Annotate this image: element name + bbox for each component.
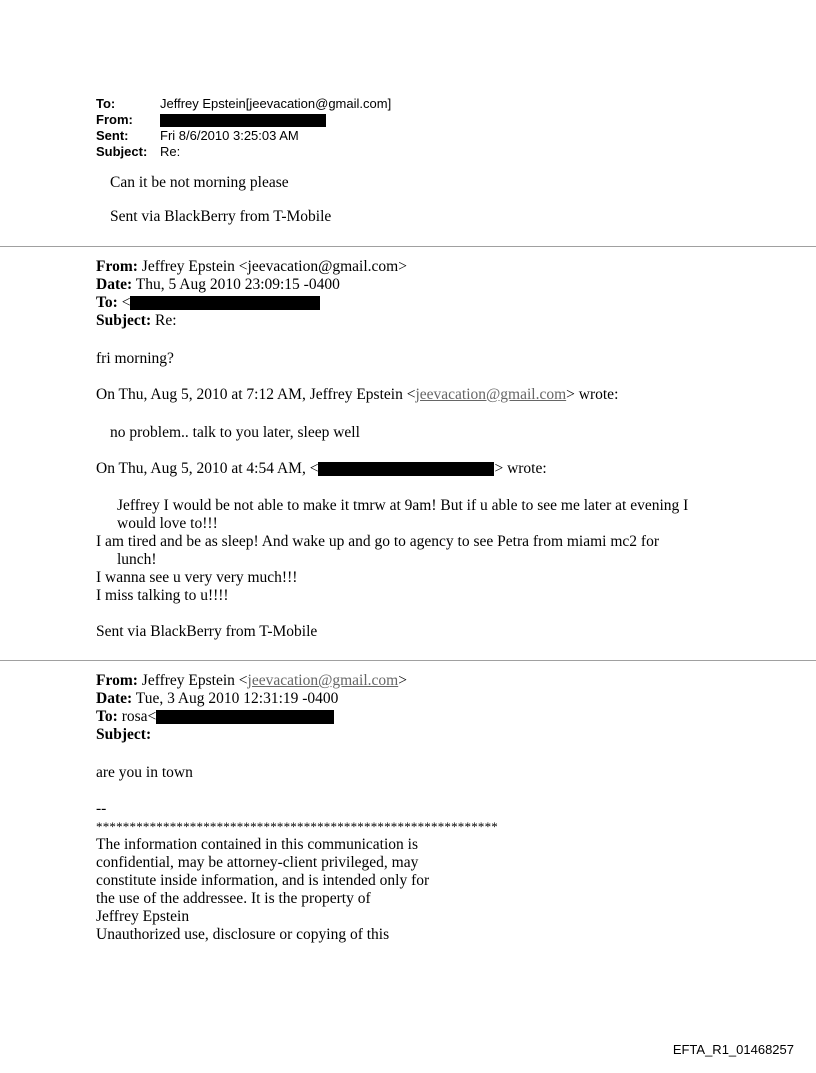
header-from-row	[96, 112, 391, 128]
msg2-from-row	[96, 258, 407, 276]
divider	[0, 660, 816, 661]
msg3-header	[96, 672, 407, 744]
msg3-from-label: From:	[96, 672, 138, 689]
msg2-to-row	[96, 294, 407, 312]
disclaimer-line: constitute inside information, and is intended only for	[96, 872, 430, 889]
header-to-value: Jeffrey Epstein[jeevacation@gmail.com]	[160, 96, 392, 111]
redaction-bar	[130, 296, 320, 310]
msg3-subject-row	[96, 726, 407, 744]
msg2-date-label: Date:	[96, 276, 133, 293]
divider	[0, 246, 816, 247]
header-subject-value: Re:	[160, 144, 181, 159]
msg2-quote1-header	[96, 386, 618, 404]
quote2-prefix: On Thu, Aug 5, 2010 at 4:54 AM, <	[96, 460, 319, 477]
redaction-bar	[160, 114, 326, 127]
quote2-line: I wanna see u very very much!!!	[96, 569, 298, 586]
header-to-row	[96, 96, 391, 112]
quote2-line: I miss talking to u!!!!	[96, 587, 229, 604]
msg2-body: fri morning?	[96, 350, 174, 367]
msg3-from-prefix: Jeffrey Epstein <	[141, 672, 248, 689]
msg2-date-row	[96, 276, 407, 294]
msg2-subject-label: Subject:	[96, 312, 152, 329]
msg2-from-label: From:	[96, 258, 138, 275]
msg3-from-suffix: >	[398, 672, 407, 689]
disclaimer-line: confidential, may be attorney-client privileged, may	[96, 854, 419, 871]
header-sent-value: Fri 8/6/2010 3:25:03 AM	[160, 128, 299, 143]
disclaimer-line: the use of the addressee. It is the property of	[96, 890, 371, 907]
msg2-subject-value: Re:	[154, 312, 177, 329]
msg3-from-email-link[interactable]: jeevacation@gmail.com	[247, 672, 399, 689]
quote2-suffix: > wrote:	[494, 460, 547, 477]
msg2-from-value: Jeffrey Epstein <jeevacation@gmail.com>	[141, 258, 407, 275]
top-email-header	[96, 96, 391, 160]
document-id: EFTA_R1_01468257	[672, 1042, 794, 1057]
msg3-to-label: To:	[96, 708, 118, 725]
msg3-to-value: rosa<	[121, 708, 157, 725]
quote2-line: would love to!!!	[117, 515, 218, 532]
disclaimer-line: Unauthorized use, disclosure or copying of this	[96, 926, 390, 943]
msg2-quote2-header	[96, 460, 547, 478]
redaction-bar	[318, 462, 494, 476]
msg2-date-value: Thu, 5 Aug 2010 23:09:15 -0400	[135, 276, 340, 293]
quote2-line: lunch!	[117, 551, 157, 568]
msg3-to-row	[96, 708, 407, 726]
redaction-bar	[156, 710, 334, 724]
msg2-header	[96, 258, 407, 330]
header-from-label: From:	[96, 112, 133, 127]
disclaimer-line: The information contained in this communication is	[96, 836, 418, 853]
msg3-date-value: Tue, 3 Aug 2010 12:31:19 -0400	[135, 690, 339, 707]
header-subject-label: Subject:	[96, 144, 148, 159]
sig-dash: --	[96, 800, 107, 817]
msg3-disclaimer	[96, 800, 498, 944]
msg2-quote1-body: no problem.. talk to you later, sleep well	[110, 424, 360, 441]
header-to-label: To:	[96, 96, 116, 111]
msg2-to-label: To:	[96, 294, 118, 311]
top-body-line: Can it be not morning please	[110, 174, 289, 191]
msg3-from-row	[96, 672, 407, 690]
quote1-prefix: On Thu, Aug 5, 2010 at 7:12 AM, Jeffrey Epstein <	[96, 386, 416, 403]
top-signature: Sent via BlackBerry from T-Mobile	[110, 208, 332, 225]
msg2-to-value: <	[121, 294, 131, 311]
stars-line: ************************************************************	[96, 819, 498, 834]
quote2-line: I am tired and be as sleep! And wake up and go to agency to see Petra from miami mc2 for	[96, 533, 659, 550]
msg3-body: are you in town	[96, 764, 193, 781]
msg2-subject-row	[96, 312, 407, 330]
header-subject-row	[96, 144, 391, 160]
header-sent-label: Sent:	[96, 128, 129, 143]
msg3-date-label: Date:	[96, 690, 133, 707]
quote2-line: Jeffrey I would be not able to make it tmrw at 9am! But if u able to see me later at evening I	[117, 497, 689, 514]
msg2-signature: Sent via BlackBerry from T-Mobile	[96, 623, 318, 640]
quote1-email-link[interactable]: jeevacation@gmail.com	[415, 386, 567, 403]
msg3-subject-label: Subject:	[96, 726, 152, 743]
msg3-date-row	[96, 690, 407, 708]
disclaimer-line: Jeffrey Epstein	[96, 908, 190, 925]
quote1-suffix: > wrote:	[566, 386, 619, 403]
header-sent-row	[96, 128, 391, 144]
